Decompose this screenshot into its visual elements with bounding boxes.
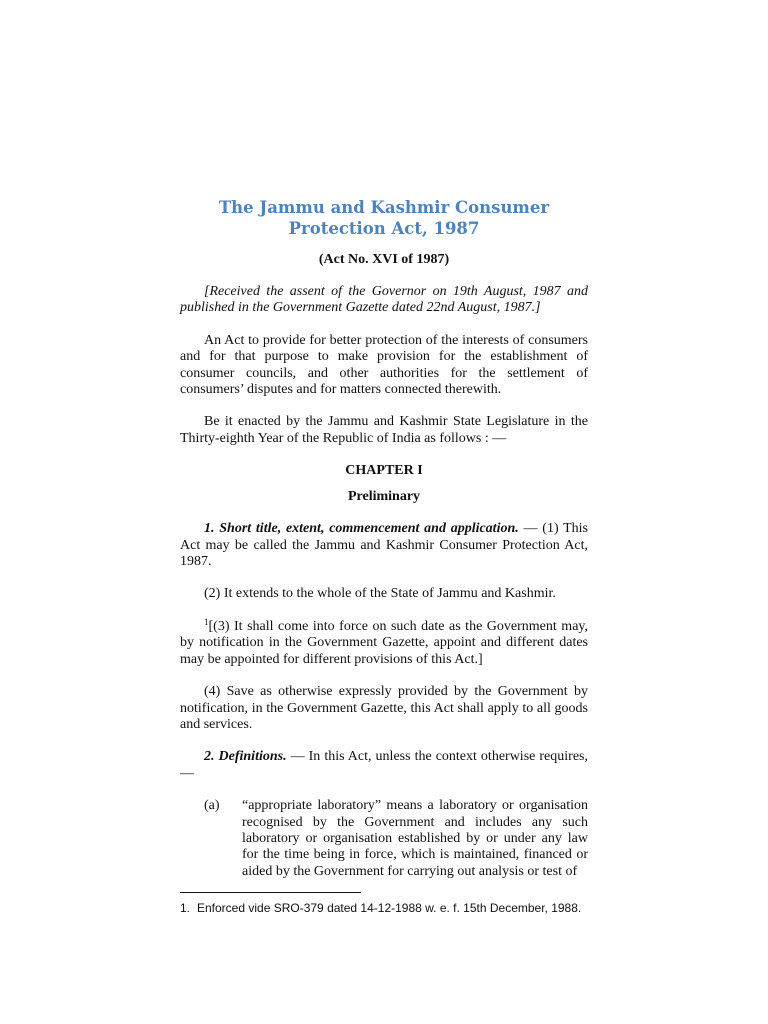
footnote-number: 1.	[180, 901, 191, 915]
section-1-subsection-3-text: [(3) It shall come into force on such date as the Government may, by notification in the Government Gazette, appoint and different dates may be appointed for different provisions of this Act.]	[180, 618, 588, 667]
section-1-text: — (1) This Act may be called the Jammu and Kashmir Consumer Protection Act, 1987.	[180, 521, 588, 570]
document-page	[180, 197, 588, 880]
enactment-clause: Be it enacted by the Jammu and Kashmir State Legislature in the Thirty-eighth Year of the Republic of India as follows : —	[180, 414, 588, 446]
section-1-subsection-4: (4) Save as otherwise expressly provided by the Government by notification, in the Government Gazette, this Act shall apply to all goods and services.	[180, 684, 588, 732]
act-number: (Act No. XVI of 1987)	[318, 252, 450, 267]
section-1-heading: 1. Short title, extent, commencement and application.	[204, 521, 519, 537]
section-2-text: — In this Act, unless the context otherwise requires,—	[180, 749, 588, 781]
chapter-number: CHAPTER I	[345, 463, 423, 479]
footnote	[180, 901, 588, 917]
footnote-marker: 1	[204, 616, 209, 627]
preamble: An Act to provide for better protection of the interests of consumers and for that purpose to make provision for the establishment of consumer councils, and other authorities for the settlement of consumers’ disputes and for matters connected therewith.	[180, 332, 588, 398]
footnote-text: Enforced vide SRO-379 dated 14-12-1988 w. e. f. 15th December, 1988.	[197, 901, 582, 915]
section-1-subsection-1	[180, 521, 588, 570]
definition-clause-a	[180, 798, 588, 880]
section-1-subsection-2: (2) It extends to the whole of the State of Jammu and Kashmir.	[204, 586, 556, 602]
section-1-subsection-3	[180, 616, 588, 668]
assent-note: [Received the assent of the Governor on 19th August, 1987 and published in the Government Gazette dated 22nd August, 1987.]	[180, 284, 588, 316]
section-2-intro	[180, 749, 588, 782]
act-title: The Jammu and Kashmir Consumer Protection Act, 1987	[218, 198, 550, 238]
clause-text: “appropriate laboratory” means a laboratory or organisation recognised by the Government and includes any such laboratory or organisation established by or under any law for the time being in force, which is maintained, financed or aided by the Government for carrying out analysis or test of	[242, 798, 588, 879]
chapter-name: Preliminary	[347, 489, 421, 505]
clause-label: (a)	[204, 798, 220, 814]
section-2-heading: 2. Definitions.	[204, 749, 287, 765]
footnote-divider	[180, 892, 361, 893]
